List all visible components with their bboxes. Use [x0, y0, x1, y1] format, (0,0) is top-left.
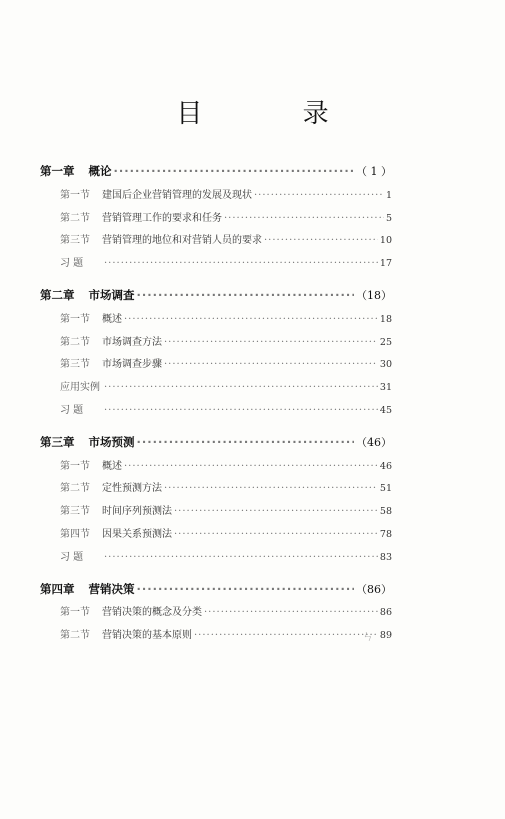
- toc-section-row: [40, 502, 392, 525]
- toc-page-number: 5: [385, 212, 392, 224]
- toc-entry-label: [60, 333, 162, 348]
- toc-leader-dots: [137, 582, 355, 596]
- toc-leader-dots: [194, 630, 378, 641]
- toc-entry-label: [60, 401, 102, 416]
- toc-entry-label: [60, 310, 122, 325]
- page-mark: ㄣ: [362, 629, 375, 643]
- toc-page-number: 58: [379, 506, 392, 518]
- toc-entry-number: 第二节: [60, 483, 90, 495]
- toc-entry-title: 概论: [88, 164, 112, 178]
- toc-chapter-row: [40, 434, 392, 457]
- toc-chapter-row: [40, 163, 392, 186]
- toc-entry-label: [60, 525, 172, 540]
- toc-leader-dots: [104, 405, 378, 416]
- toc-entry-title: 市场调查步骤: [102, 359, 162, 371]
- toc-entry-number: 第一节: [60, 189, 90, 201]
- toc-entry-number: 第一节: [60, 607, 90, 619]
- toc-section-row: [40, 603, 392, 626]
- toc-page-number: （86）: [356, 582, 392, 596]
- toc-entry-title: 营销决策: [88, 581, 135, 596]
- toc-page-number: 10: [379, 235, 392, 247]
- toc-leader-dots: [264, 235, 378, 246]
- toc-page-number: 46: [379, 460, 392, 472]
- toc-entry-title: 概述: [102, 460, 122, 472]
- toc-entry-label: [40, 287, 135, 303]
- toc-entry-title: 概述: [102, 313, 122, 325]
- toc-entry-label: [60, 626, 192, 641]
- toc-entry-label: [60, 603, 202, 618]
- toc-leader-dots: [137, 435, 355, 449]
- toc-page-number: 30: [379, 359, 392, 371]
- toc-entry-number: 习 题: [60, 258, 84, 270]
- toc-entry-label: [40, 434, 135, 450]
- toc-section-row: [40, 209, 392, 232]
- toc-page-number: （18）: [356, 288, 392, 302]
- toc-entry-number: 第二节: [60, 212, 90, 224]
- toc-leader-dots: [164, 337, 378, 348]
- toc-entry-number: 第二章: [40, 287, 75, 302]
- toc-entry-label: [60, 355, 162, 370]
- toc-leader-dots: [137, 288, 355, 302]
- toc-entry-label: [60, 209, 222, 224]
- toc-entry-number: 第三节: [60, 506, 90, 518]
- toc-leader-dots: [124, 314, 378, 325]
- toc-page-number: 51: [379, 483, 392, 495]
- toc-entry-number: 第一节: [60, 460, 90, 472]
- toc-leader-dots: [104, 258, 378, 269]
- toc-leader-dots: [164, 483, 378, 494]
- toc-entry-label: [60, 479, 162, 494]
- toc-section-row: [40, 310, 392, 333]
- toc-leader-dots: [204, 607, 378, 618]
- toc-section-row: [40, 186, 392, 209]
- toc-section-row: [40, 479, 392, 502]
- toc-entry-number: 第四章: [40, 581, 75, 596]
- toc-entry-number: 第三节: [60, 359, 90, 371]
- toc-entry-number: 第一章: [40, 164, 75, 178]
- toc-leader-dots: [114, 164, 355, 178]
- toc-entry-title: 市场预测: [88, 434, 135, 449]
- toc-page-number: 25: [379, 336, 392, 348]
- toc-entry-label: [60, 186, 252, 201]
- page-title: 目 录: [176, 99, 375, 129]
- toc-leader-dots: [124, 461, 378, 472]
- table-of-contents: [40, 163, 392, 649]
- toc-entry-number: 第二节: [60, 336, 90, 348]
- toc-entry-label: [60, 548, 102, 563]
- toc-entry-number: 第四节: [60, 528, 90, 540]
- toc-page-number: 18: [379, 313, 392, 325]
- toc-section-row: [40, 254, 392, 277]
- toc-leader-dots: [174, 529, 378, 540]
- toc-entry-label: [60, 254, 102, 269]
- toc-entry-title: 市场调查方法: [102, 336, 162, 348]
- toc-entry-label: [60, 378, 102, 393]
- toc-entry-title: 营销决策的基本原则: [102, 630, 192, 642]
- toc-section-row: [40, 401, 392, 424]
- toc-section-row: [40, 548, 392, 571]
- toc-page-number: 17: [379, 258, 392, 270]
- toc-page-number: 31: [379, 382, 392, 394]
- toc-leader-dots: [164, 359, 378, 370]
- toc-chapter-row: [40, 287, 392, 310]
- toc-page-number: 83: [379, 551, 392, 563]
- toc-leader-dots: [174, 506, 378, 517]
- toc-entry-title: 市场调查: [88, 287, 135, 302]
- toc-page-number: 1: [385, 189, 392, 201]
- toc-chapter-row: [40, 581, 392, 604]
- toc-section-row: [40, 626, 392, 649]
- toc-page-number: （46）: [356, 435, 392, 449]
- toc-leader-dots: [104, 552, 378, 563]
- toc-entry-number: 第三章: [40, 434, 75, 449]
- toc-entry-number: 应用实例: [60, 382, 100, 394]
- toc-section-row: [40, 525, 392, 548]
- toc-entry-number: 第一节: [60, 313, 90, 325]
- toc-entry-label: [60, 502, 172, 517]
- toc-entry-label: [40, 581, 135, 597]
- toc-entry-label: [40, 163, 112, 179]
- toc-page-number: 78: [379, 528, 392, 540]
- toc-entry-title: 营销决策的概念及分类: [102, 607, 202, 619]
- toc-entry-title: 营销管理的地位和对营销人员的要求: [102, 235, 262, 247]
- toc-entry-label: [60, 231, 262, 246]
- toc-entry-title: 时间序列预测法: [102, 506, 172, 518]
- toc-leader-dots: [254, 190, 384, 201]
- toc-leader-dots: [224, 213, 384, 224]
- toc-entry-number: 习 题: [60, 551, 84, 563]
- toc-section-row: [40, 231, 392, 254]
- toc-page-number: 86: [379, 607, 392, 619]
- toc-page-number: 45: [379, 404, 392, 416]
- toc-page-number: （ 1 ）: [356, 165, 392, 178]
- toc-entry-title: 定性预测方法: [102, 483, 162, 495]
- toc-entry-title: 建国后企业营销管理的发展及现状: [102, 189, 252, 201]
- toc-entry-number: 第三节: [60, 235, 90, 247]
- toc-section-row: [40, 333, 392, 356]
- toc-page-number: 89: [379, 630, 392, 642]
- toc-section-row: [40, 378, 392, 401]
- toc-entry-number: 习 题: [60, 404, 84, 416]
- toc-entry-number: 第二节: [60, 630, 90, 642]
- toc-section-row: [40, 355, 392, 378]
- toc-entry-title: 营销管理工作的要求和任务: [102, 212, 222, 224]
- toc-entry-label: [60, 457, 122, 472]
- toc-entry-title: 因果关系预测法: [102, 528, 172, 540]
- toc-leader-dots: [104, 382, 378, 393]
- toc-section-row: [40, 457, 392, 480]
